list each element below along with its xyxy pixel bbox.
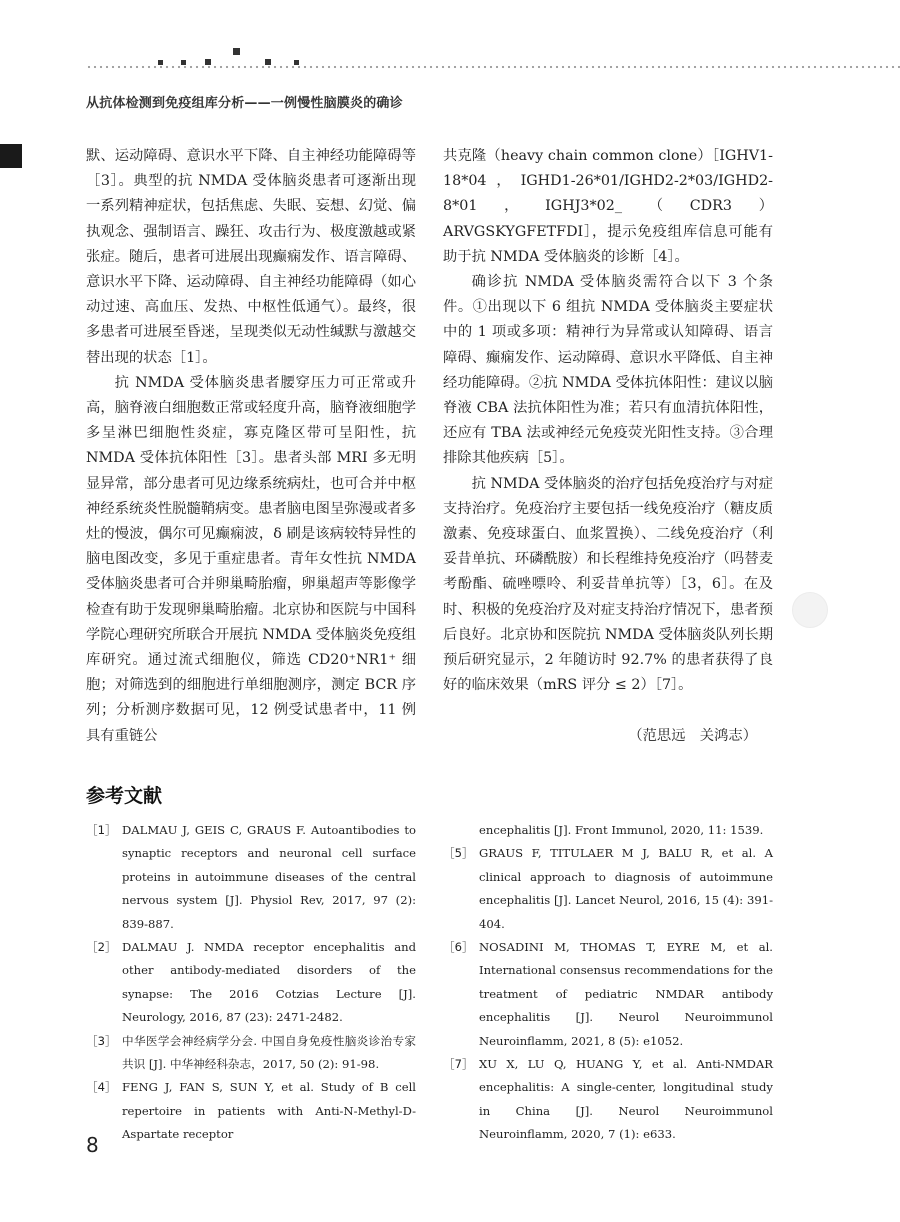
reference-number: ［7］: [443, 1057, 474, 1072]
author-byline: （范思远 关鸿志）: [628, 728, 757, 745]
page-number: 8: [86, 1133, 99, 1157]
paragraph-continuation: 默、运动障碍、意识水平下降、自主神经功能障碍等［3］。典型的抗 NMDA 受体脑炎患者可逐渐出现一系列精神症状，包括焦虑、失眠、妄想、幻觉、偏执观念、强制语言、躁狂、攻击行为、极度激越或紧张症。随后，患者可进展出现癫痫发作、语言障碍、意识水平下降、运动障碍、自主神经功能障碍（如心动过速、高血压、发热、中枢性低通气）。最终，很多患者可进展至昏迷，呈现类似无动性缄默与激越交替出现的状态［1］。: [86, 148, 416, 366]
references-heading: 参考文献: [86, 785, 163, 807]
header-square-3: [205, 59, 211, 65]
header-square-4: [233, 48, 240, 55]
references-column-right: [443, 819, 773, 1147]
paragraph: 抗 NMDA 受体脑炎患者腰穿压力可正常或升高，脑脊液白细胞数正常或轻度升高，脑脊液细胞学多呈淋巴细胞性炎症，寡克隆区带可呈阳性，抗 NMDA 受体抗体阳性［3］。患者头部 MRI 多无明显异常，部分患者可见边缘系统病灶，也可合并中枢神经系统炎性脱髓鞘病变。患者脑电图呈弥漫或者多灶的慢波，偶尔可见癫痫波，δ 刷是该病较特异性的脑电图改变，多见于重症患者。青年女性抗 NMDA 受体脑炎患者可合并卵巢畸胎瘤，卵巢超声等影像学检查有助于发现卵巢畸胎瘤。北京协和医院与中国科学院心理研究所联合开展抗 NMDA 受体脑炎免疫组库研究。通过流式细胞仪，筛选 CD20⁺NR1⁺ 细胞；对筛选到的细胞进行单细胞测序，测定 BCR 序列；分析测序数据可见，12 例受试患者中，11 例具有重链公: [86, 374, 416, 744]
running-title: 从抗体检测到免疫组库分析——一例慢性脑膜炎的确诊: [86, 96, 403, 111]
reference-text: GRAUS F, TITULAER M J, BALU R, et al. A clinical approach to diagnosis of autoimmune encephalitis [J]. Lancet Neurol, 2016, 15 (4): 391-404.: [479, 846, 773, 931]
reference-number: ［2］: [86, 940, 117, 955]
references-column-left: [86, 819, 416, 1147]
reference-item: [443, 1053, 773, 1147]
reference-item: [86, 1076, 416, 1146]
header-square-5: [265, 59, 271, 65]
reference-item: [86, 819, 416, 936]
reference-item: [443, 936, 773, 1053]
reference-item: [443, 842, 773, 936]
paragraph-continuation: 共克隆（heavy chain common clone）［IGHV1-18*04，IGHD1-26*01/IGHD2-2*03/IGHD2-8*01，IGHJ3*02_（CDR3）ARVGSKYGFETFDI］，提示免疫组库信息可能有助于抗 NMDA 受体脑炎的诊断［4］。: [443, 148, 773, 265]
body-column-right: [443, 144, 773, 750]
reference-item: [86, 936, 416, 1030]
reference-number: ［3］: [86, 1033, 117, 1048]
header-square-2: [181, 60, 186, 65]
watermark-logo: [792, 592, 828, 628]
reference-text: DALMAU J, GEIS C, GRAUS F. Autoantibodies to synaptic receptors and neuronal cell surface proteins in autoimmune diseases of the central nervous system [J]. Physiol Rev, 2017, 97 (2): 839-887.: [122, 823, 416, 931]
reference-number: ［1］: [86, 823, 117, 837]
reference-text: FENG J, FAN S, SUN Y, et al. Study of B cell repertoire in patients with Anti-N-Methyl-D-Aspartate receptor: [122, 1080, 416, 1142]
header-square-1: [158, 60, 163, 65]
header-square-6: [294, 60, 299, 65]
reference-continuation: [443, 819, 773, 842]
reference-text: XU X, LU Q, HUANG Y, et al. Anti-NMDAR encephalitis: A single-center, longitudinal study in China [J]. Neurol Neuroimmunol Neuroinflamm, 2020, 7 (1): e633.: [479, 1057, 773, 1142]
paragraph: 抗 NMDA 受体脑炎的治疗包括免疫治疗与对症支持治疗。免疫治疗主要包括一线免疫治疗（糖皮质激素、免疫球蛋白、血浆置换）、二线免疫治疗（利妥昔单抗、环磷酰胺）和长程维持免疫治疗（吗替麦考酚酯、硫唑嘌呤、利妥昔单抗等）［3，6］。在及时、积极的免疫治疗及对症支持治疗情况下，患者预后良好。北京协和医院抗 NMDA 受体脑炎队列长期预后研究显示，2 年随访时 92.7% 的患者获得了良好的临床效果（mRS 评分 ≤ 2）［7］。: [443, 475, 773, 694]
reference-number: ［4］: [86, 1080, 117, 1095]
reference-number: ［5］: [443, 846, 474, 861]
reference-text: encephalitis [J]. Front Immunol, 2020, 11: 1539.: [479, 823, 764, 837]
body-column-left: [86, 144, 416, 749]
reference-text: 中华医学会神经病学分会. 中国自身免疫性脑炎诊治专家共识 [J]. 中华神经科杂志，2017, 50 (2): 91-98.: [122, 1033, 416, 1072]
reference-item: [86, 1030, 416, 1077]
reference-text: DALMAU J. NMDA receptor encephalitis and other antibody-mediated disorders of the synapse: The 2016 Cotzias Lecture [J]. Neurology, 2016, 87 (23): 2471-2482.: [122, 940, 416, 1025]
reference-text: NOSADINI M, THOMAS T, EYRE M, et al. International consensus recommendations for the treatment of pediatric NMDAR antibody encephalitis [J]. Neurol Neuroimmunol Neuroinflamm, 2021, 8 (5): e1052.: [479, 940, 773, 1048]
reference-number: ［6］: [443, 940, 474, 955]
paragraph: 确诊抗 NMDA 受体脑炎需符合以下 3 个条件。①出现以下 6 组抗 NMDA 受体脑炎主要症状中的 1 项或多项：精神行为异常或认知障碍、语言障碍、癫痫发作、运动障碍、意识水平降低、自主神经功能障碍。②抗 NMDA 受体抗体阳性：建议以脑脊液 CBA 法抗体阳性为准；若只有血清抗体阳性，还应有 TBA 法或神经元免疫荧光阳性支持。③合理排除其他疾病［5］。: [443, 274, 773, 467]
side-tab-marker: [0, 144, 22, 168]
